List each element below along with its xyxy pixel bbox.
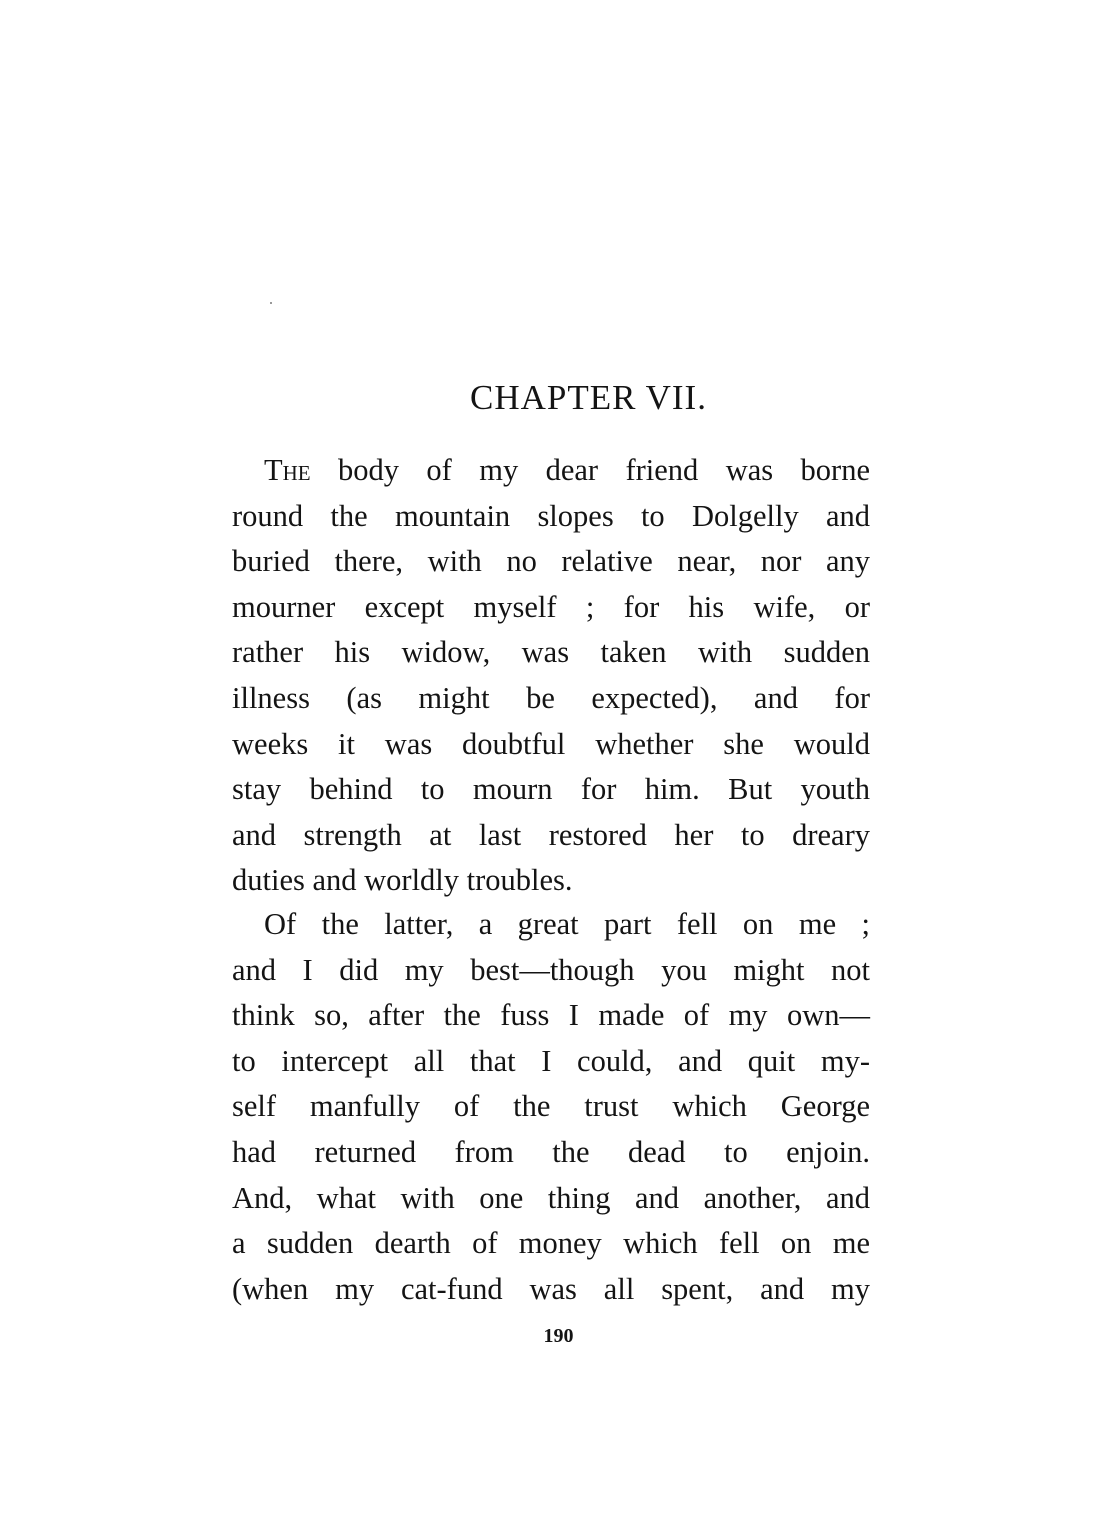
- page-speck: [270, 302, 272, 304]
- text-line: think so, after the fuss I made of my own—: [232, 998, 870, 1033]
- paragraph-2: [232, 902, 870, 1312]
- paragraph-1: [232, 448, 870, 904]
- text-line: Of the latter, a great part fell on me ;: [264, 907, 870, 941]
- text-line: and strength at last restored her to dreary: [232, 817, 870, 852]
- text-line: and I did my best—though you might not: [232, 952, 870, 987]
- text-line: buried there, with no relative near, nor any: [232, 544, 870, 579]
- text-line: And, what with one thing and another, and: [232, 1180, 870, 1215]
- text-line: to intercept all that I could, and quit my-: [232, 1043, 870, 1078]
- text-line: round the mountain slopes to Dolgelly and: [232, 498, 870, 533]
- text-line: (when my cat-fund was all spent, and my: [232, 1271, 870, 1306]
- text-line: [232, 448, 870, 494]
- chapter-heading: CHAPTER VII.: [470, 378, 707, 417]
- text-line-content: body of my dear friend was borne: [310, 453, 870, 487]
- page-number: 190: [543, 1325, 574, 1347]
- text-line: rather his widow, was taken with sudden: [232, 635, 870, 670]
- text-line: stay behind to mourn for him. But youth: [232, 772, 870, 807]
- text-line: duties and worldly troubles.: [232, 863, 573, 898]
- lead-word: The: [264, 453, 311, 487]
- text-line: mourner except myself ; for his wife, or: [232, 589, 870, 624]
- text-line: illness (as might be expected), and for: [232, 680, 870, 715]
- text-line: weeks it was doubtful whether she would: [232, 726, 870, 761]
- text-line: a sudden dearth of money which fell on me: [232, 1226, 870, 1261]
- text-line: had returned from the dead to enjoin.: [232, 1134, 870, 1169]
- text-line: self manfully of the trust which George: [232, 1089, 870, 1124]
